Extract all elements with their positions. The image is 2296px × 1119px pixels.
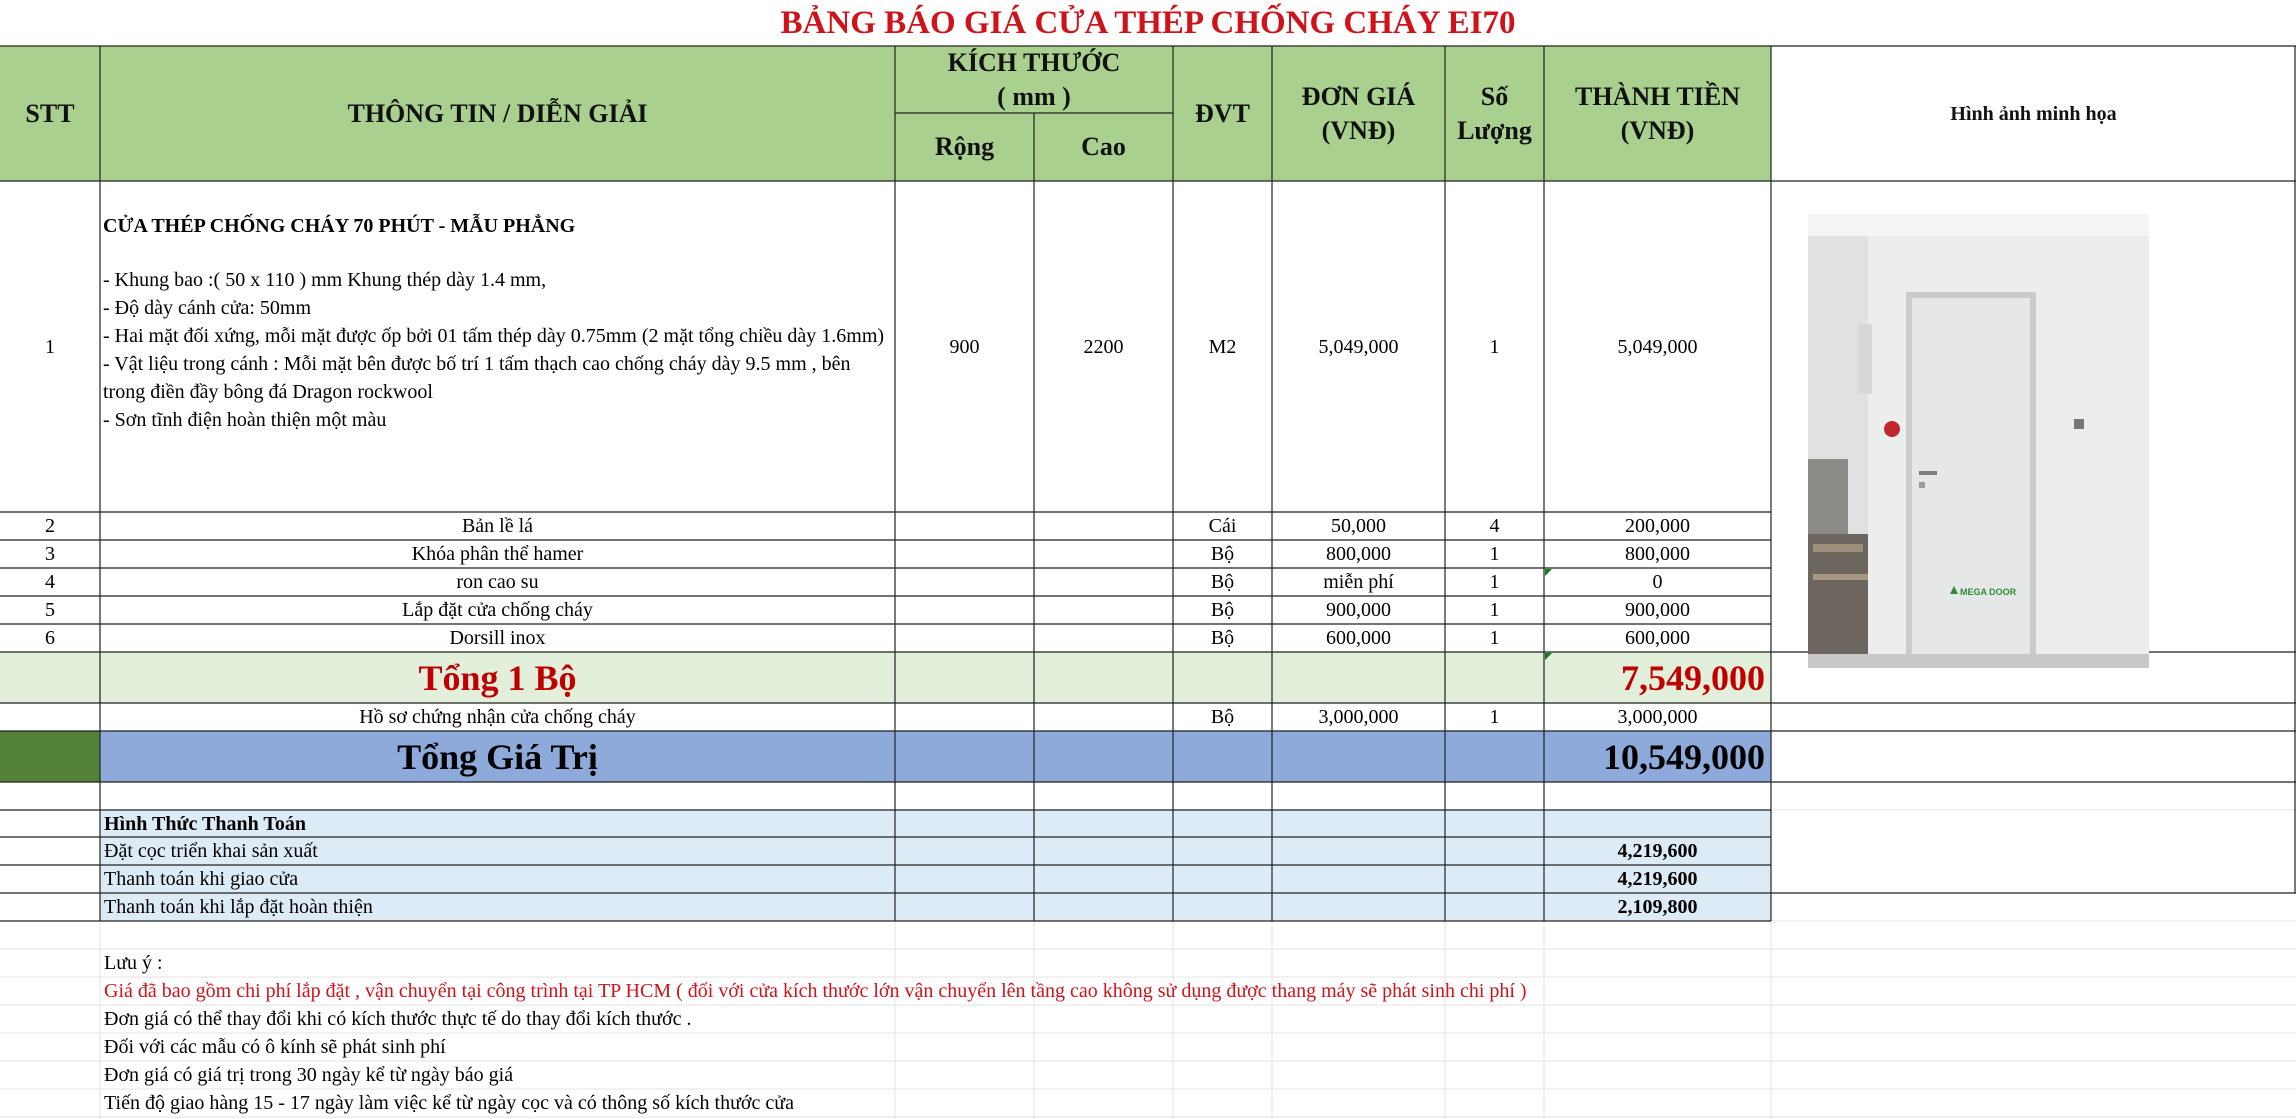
row-unit: Bộ xyxy=(1210,627,1235,649)
header-size: KÍCH THƯỚC ( mm ) xyxy=(947,47,1121,111)
certificate-qty: 1 xyxy=(1489,706,1500,728)
notes-line: Tiến độ giao hàng 15 - 17 ngày làm việc kể từ ngày cọc và có thông số kích thước cửa xyxy=(104,1092,794,1114)
row-qty: 4 xyxy=(1489,515,1500,537)
main-item-qty: 1 xyxy=(1489,335,1500,358)
main-item-line: - Độ dày cánh cửa: 50mm xyxy=(103,297,311,319)
row-amount: 800,000 xyxy=(1625,543,1690,565)
row-price: 800,000 xyxy=(1326,543,1391,565)
row-stt: 3 xyxy=(45,543,55,565)
main-item-stt: 1 xyxy=(45,335,55,358)
payment-label: Thanh toán khi lắp đặt hoàn thiện xyxy=(104,896,373,918)
grand-total-stt-cell xyxy=(0,731,100,782)
header-height: Cao xyxy=(1081,132,1126,161)
row-stt: 4 xyxy=(45,571,55,593)
door-illustration-image xyxy=(1808,214,2149,668)
certificate-unit: Bộ xyxy=(1210,706,1235,728)
header-stt: STT xyxy=(25,98,75,128)
main-item-description xyxy=(103,212,893,434)
subtotal-label: Tổng 1 Bộ xyxy=(418,657,577,698)
row-name: Dorsill inox xyxy=(449,627,546,649)
main-item-line: trong điền đầy bông đá Dragon rockwool xyxy=(103,381,433,403)
row-qty: 1 xyxy=(1489,543,1500,565)
payment-label: Thanh toán khi giao cửa xyxy=(104,868,299,890)
payment-amount: 4,219,600 xyxy=(1617,868,1698,890)
certificate-name: Hồ sơ chứng nhận cửa chống cháy xyxy=(359,706,636,728)
row-qty: 1 xyxy=(1489,599,1500,621)
row-name: ron cao su xyxy=(456,571,539,593)
row-price: miễn phí xyxy=(1323,571,1394,593)
main-item-amount: 5,049,000 xyxy=(1617,335,1698,358)
grand-total-label: Tổng Giá Trị xyxy=(397,736,598,777)
payment-amount: 2,109,800 xyxy=(1617,896,1698,918)
row-price: 600,000 xyxy=(1326,627,1391,649)
row-amount: 200,000 xyxy=(1625,515,1690,537)
row-stt: 2 xyxy=(45,515,55,537)
main-item-unit: M2 xyxy=(1208,335,1237,358)
notes-red-line: Giá đã bao gồm chi phí lắp đặt , vận chuyển tại công trình tại TP HCM ( đối với cửa kích thước lớn vận chuyển lên tầng cao không sử dụng được thang máy sẽ phát sinh chi phí ) xyxy=(104,980,1527,1002)
main-item-line: - Hai mặt đối xứng, mỗi mặt được ốp bởi 01 tấm thép dày 0.75mm (2 mặt tổng chiều dày 1.6mm) xyxy=(103,325,885,347)
main-item-width: 900 xyxy=(949,335,980,358)
header-amount: THÀNH TIỀN (VNĐ) xyxy=(1575,81,1740,145)
row-qty: 1 xyxy=(1489,627,1500,649)
header-width: Rộng xyxy=(934,132,995,161)
row-name: Lắp đặt cửa chống cháy xyxy=(402,599,593,621)
header-image: Hình ảnh minh họa xyxy=(1950,102,2117,125)
payment-amount: 4,219,600 xyxy=(1617,840,1698,862)
row-amount: 0 xyxy=(1652,571,1663,593)
payment-label: Đặt cọc triển khai sản xuất xyxy=(104,840,318,862)
row-unit: Bộ xyxy=(1210,599,1235,621)
comment-marker xyxy=(1545,569,1552,576)
header-price: ĐƠN GIÁ (VNĐ) xyxy=(1301,81,1416,145)
certificate-price: 3,000,000 xyxy=(1318,706,1399,728)
notes-line: Đơn giá có thể thay đổi khi có kích thước thực tế do thay đổi kích thước . xyxy=(104,1008,692,1030)
door-logo-text: MEGA DOOR xyxy=(1960,587,2017,597)
row-unit: Cái xyxy=(1208,515,1237,537)
main-item-line: - Khung bao :( 50 x 110 ) mm Khung thép dày 1.4 mm, xyxy=(103,269,547,291)
main-item-height: 2200 xyxy=(1083,335,1124,358)
notes-line: Đối với các mẫu có ô kính sẽ phát sinh phí xyxy=(104,1036,446,1058)
main-item-line: - Vật liệu trong cánh : Mỗi mặt bên được bố trí 1 tấm thạch cao chống cháy dày 9.5 mm , bên xyxy=(103,353,851,375)
subtotal-amount: 7,549,000 xyxy=(1621,657,1765,698)
header-info: THÔNG TIN / DIỄN GIẢI xyxy=(347,98,648,128)
row-amount: 600,000 xyxy=(1625,627,1690,649)
notes-line: Đơn giá có giá trị trong 30 ngày kể từ ngày báo giá xyxy=(104,1064,514,1086)
grand-total-amount: 10,549,000 xyxy=(1603,736,1765,777)
main-item-line: - Sơn tĩnh điện hoàn thiện một màu xyxy=(103,409,387,431)
row-unit: Bộ xyxy=(1210,571,1235,593)
main-item-price: 5,049,000 xyxy=(1318,335,1399,358)
row-name: Khóa phân thể hamer xyxy=(411,543,584,565)
row-price: 900,000 xyxy=(1326,599,1391,621)
header-unit: ĐVT xyxy=(1195,98,1250,128)
main-item-name: CỬA THÉP CHỐNG CHÁY 70 PHÚT - MẪU PHẲNG xyxy=(103,215,576,237)
row-price: 50,000 xyxy=(1331,515,1386,537)
certificate-amount: 3,000,000 xyxy=(1617,706,1698,728)
payment-title: Hình Thức Thanh Toán xyxy=(104,812,306,835)
row-stt: 6 xyxy=(45,627,55,649)
notes-title: Lưu ý : xyxy=(104,952,163,974)
row-amount: 900,000 xyxy=(1625,599,1690,621)
row-qty: 1 xyxy=(1489,571,1500,593)
page-title: BẢNG BÁO GIÁ CỬA THÉP CHỐNG CHÁY EI70 xyxy=(780,5,1516,41)
header-qty: Số Lượng xyxy=(1457,81,1532,145)
row-name: Bản lề lá xyxy=(461,515,534,537)
row-unit: Bộ xyxy=(1210,543,1235,565)
row-stt: 5 xyxy=(45,599,55,621)
